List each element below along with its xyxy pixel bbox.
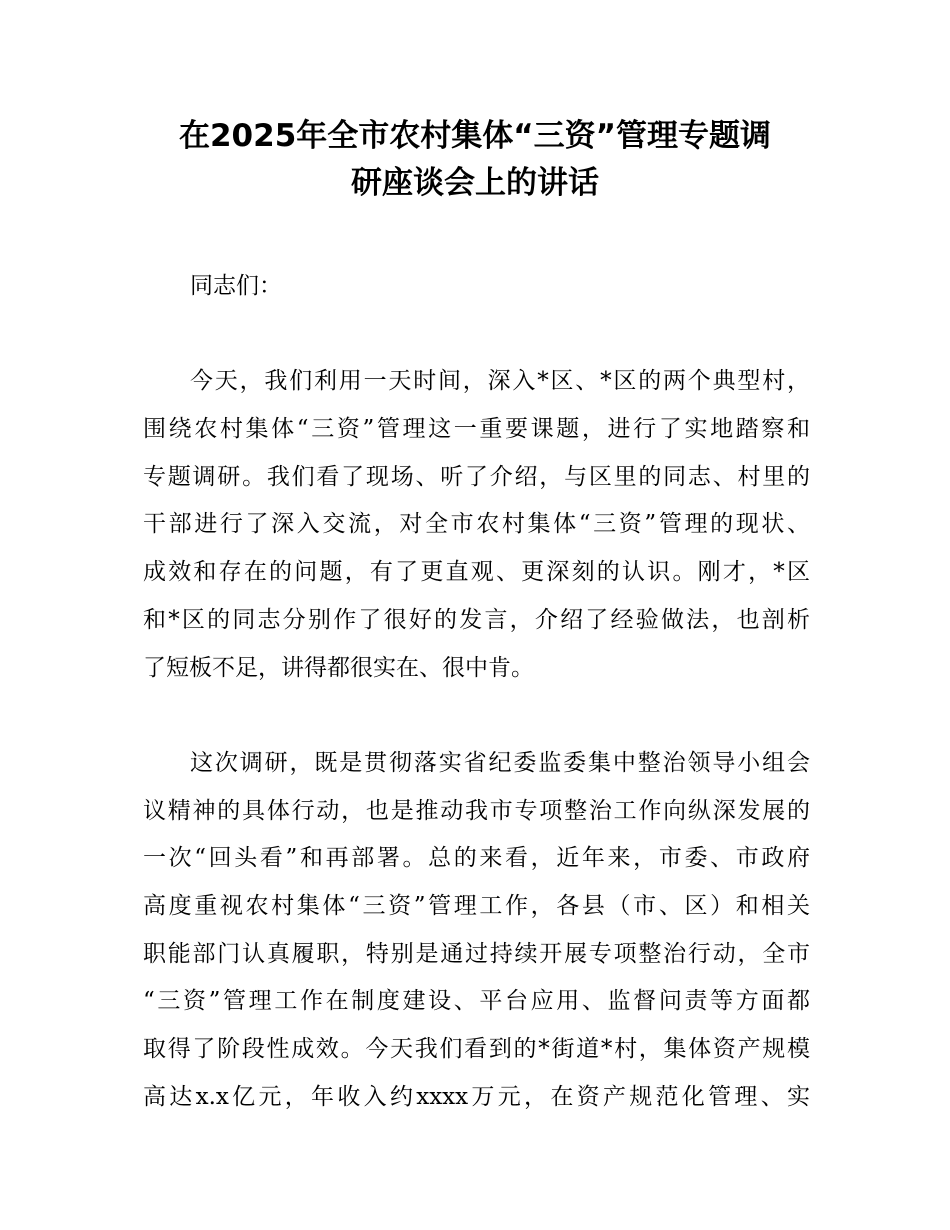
text-line: 议精神的具体行动，也是推动我市专项整治工作向纵深发展的 xyxy=(143,797,810,824)
text-line: 了短板不足，讲得都很实在、很中肯。 xyxy=(143,654,534,681)
text-line: 成效和存在的问题，有了更直观、更深刻的认识。刚才，*区 xyxy=(143,559,810,586)
salutation: 同志们： xyxy=(190,273,282,299)
text-line: 围绕农村集体“三资”管理这一重要课题，进行了实地踏察和 xyxy=(143,416,810,443)
document-body xyxy=(143,263,810,1169)
title-line-2: 研座谈会上的讲话 xyxy=(351,165,599,201)
text-line: 高度重视农村集体“三资”管理工作，各县（市、区）和相关 xyxy=(143,892,810,919)
document-title xyxy=(0,113,950,207)
text-line: 一次“回头看”和再部署。总的来看，近年来，市委、市政府 xyxy=(143,845,810,872)
text-line: 和*区的同志分别作了很好的发言，介绍了经验做法，也剖析 xyxy=(143,606,810,633)
salutation-paragraph xyxy=(143,263,810,311)
text-line: 干部进行了深入交流，对全市农村集体“三资”管理的现状、 xyxy=(143,511,810,538)
title-line-1: 在2025年全市农村集体“三资”管理专题调 xyxy=(178,118,772,154)
text-line: 取得了阶段性成效。今天我们看到的*街道*村，集体资产规模 xyxy=(143,1036,810,1062)
text-line: 专题调研。我们看了现场、听了介绍，与区里的同志、村里的 xyxy=(143,463,810,490)
text-line: “三资”管理工作在制度建设、平台应用、监督问责等方面都 xyxy=(143,988,810,1015)
paragraph-1 xyxy=(143,358,810,692)
text-line: 这次调研，既是贯彻落实省纪委监委集中整治领导小组会 xyxy=(190,749,810,776)
text-line: 职能部门认真履职，特别是通过持续开展专项整治行动，全市 xyxy=(143,940,810,967)
text-line: 高达x.x亿元，年收入约xxxx万元，在资产规范化管理、实 xyxy=(143,1083,810,1110)
text-line: 今天，我们利用一天时间，深入*区、*区的两个典型村， xyxy=(190,368,810,395)
paragraph-2 xyxy=(143,740,810,1122)
